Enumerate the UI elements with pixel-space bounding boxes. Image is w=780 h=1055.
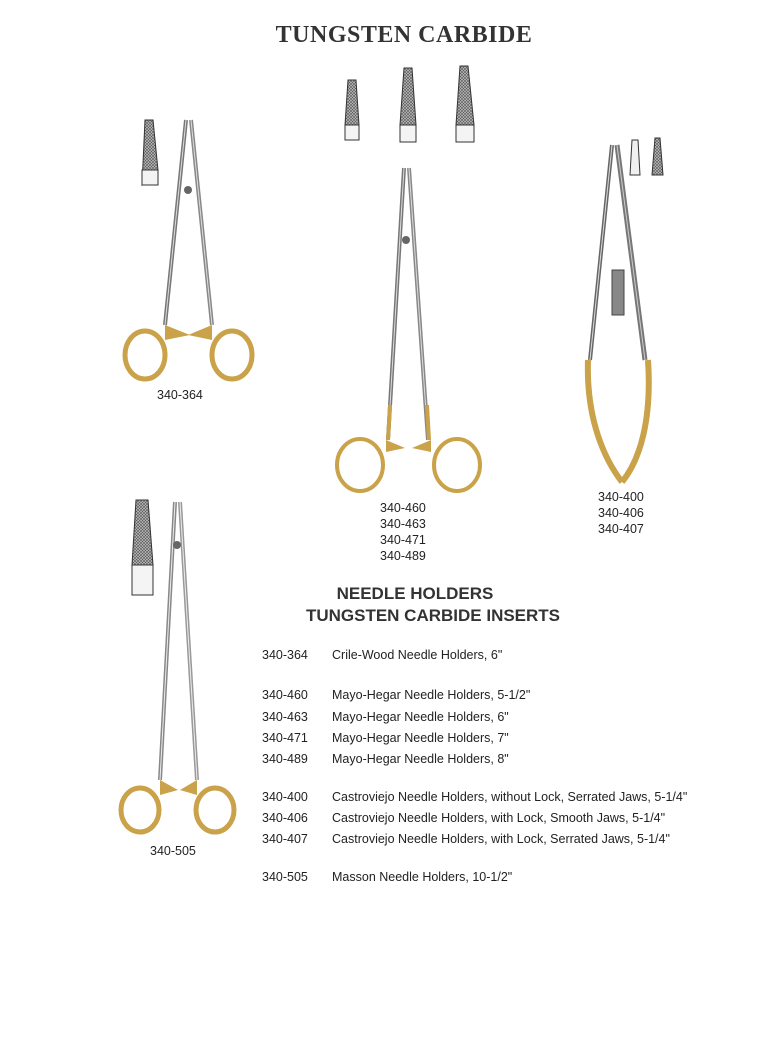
list-item: 340-364 Crile-Wood Needle Holders, 6" <box>262 648 503 662</box>
list-item: 340-505 Masson Needle Holders, 10-1/2" <box>262 870 513 884</box>
list-item: 340-400 Castroviejo Needle Holders, without Lock, Serrated Jaws, 5-1/4" <box>262 790 688 804</box>
crile-wood-needle-holder-image <box>125 120 252 379</box>
list-item: 340-463 Mayo-Hegar Needle Holders, 6" <box>262 710 509 724</box>
tip-details-center <box>345 66 474 142</box>
section-heading-line1: NEEDLE HOLDERS <box>336 584 494 603</box>
mayo-hegar-needle-holder-image <box>337 168 480 491</box>
list-item: 340-489 Mayo-Hegar Needle Holders, 8" <box>262 752 509 766</box>
section-heading-line2: TUNGSTEN CARBIDE INSERTS <box>305 606 561 625</box>
castroviejo-needle-holder-image <box>588 138 663 482</box>
list-item: 340-460 Mayo-Hegar Needle Holders, 5-1/2" <box>262 688 531 702</box>
figure-label-340-505: 340-505 <box>150 844 196 858</box>
masson-needle-holder-image <box>121 500 234 832</box>
list-item: 340-407 Castroviejo Needle Holders, with Lock, Serrated Jaws, 5-1/4" <box>262 832 670 846</box>
page-title: TUNGSTEN CARBIDE <box>275 22 533 48</box>
figure-label-340-460: 340-460 340-463 340-471 340-489 <box>380 501 426 563</box>
list-item: 340-471 Mayo-Hegar Needle Holders, 7" <box>262 731 509 745</box>
list-item: 340-406 Castroviejo Needle Holders, with Lock, Smooth Jaws, 5-1/4" <box>262 811 666 825</box>
figure-label-340-400: 340-400 340-406 340-407 <box>598 490 644 536</box>
figure-label-340-364: 340-364 <box>157 388 203 402</box>
